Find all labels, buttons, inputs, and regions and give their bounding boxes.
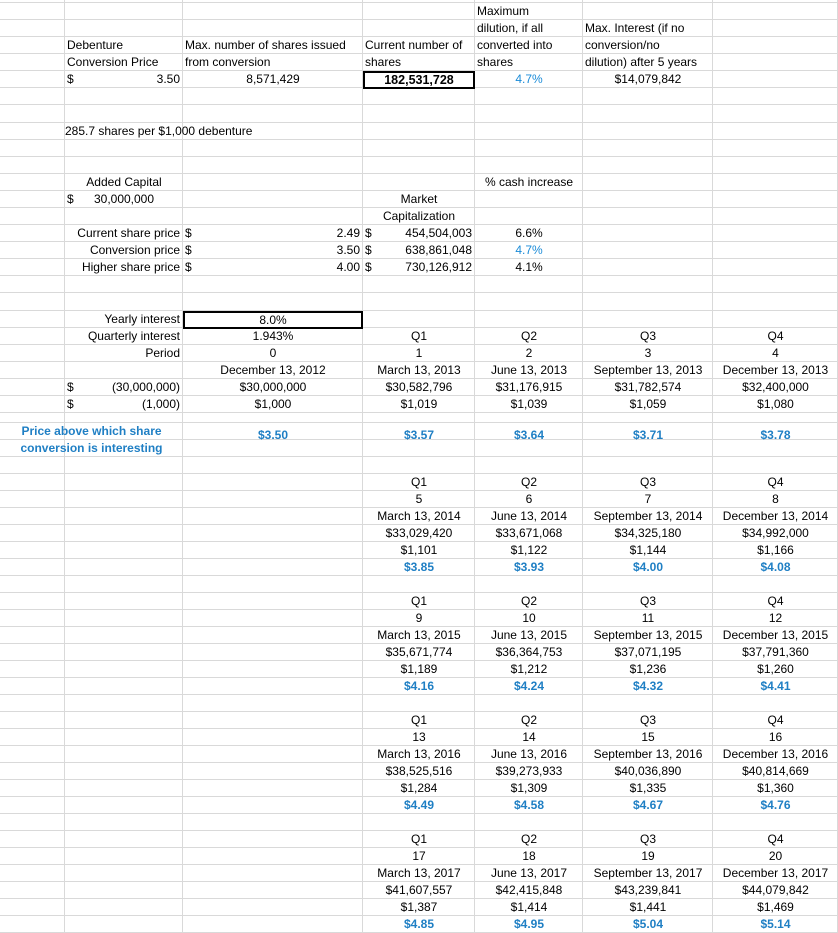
current-shares-value[interactable]: 182,531,728 <box>363 71 475 89</box>
quarter-date[interactable]: September 13, 2017 <box>593 866 703 880</box>
quarter-price[interactable]: $4.67 <box>632 798 664 812</box>
quarter-date[interactable]: March 13, 2013 <box>377 363 461 377</box>
quarter-unit[interactable]: $1,101 <box>400 543 438 557</box>
quarter-date[interactable]: March 13, 2015 <box>377 628 461 642</box>
quarter-unit[interactable]: $1,059 <box>629 397 667 411</box>
quarter-price[interactable]: $4.16 <box>403 679 435 693</box>
capital-row-price[interactable]: 2.49 <box>336 226 360 240</box>
quarter-unit[interactable]: $1,441 <box>629 900 667 914</box>
quarter-total[interactable]: $32,400,000 <box>742 380 809 394</box>
quarter-period[interactable]: 15 <box>641 730 655 744</box>
quarter-price[interactable]: $4.08 <box>760 560 791 574</box>
dilution-value[interactable]: 4.7% <box>515 72 543 86</box>
interest-label-2: conversion/no <box>585 38 660 52</box>
quarter-total[interactable]: $40,036,890 <box>614 764 682 778</box>
quarter-unit[interactable]: $1,039 <box>510 397 548 411</box>
quarter-date[interactable]: September 13, 2014 <box>593 509 703 523</box>
quarter-period[interactable]: 13 <box>412 730 426 744</box>
quarter-label: Q3 <box>639 329 656 343</box>
quarter-unit[interactable]: $1,335 <box>629 781 667 795</box>
interest-label-1: Max. Interest (if no <box>585 21 685 35</box>
quarter-label: Q3 <box>639 832 656 846</box>
capital-row-pct[interactable]: 4.1% <box>515 260 543 274</box>
quarter-period[interactable]: 7 <box>644 492 652 506</box>
quarter-price[interactable]: $4.85 <box>403 917 435 931</box>
quarter-date[interactable]: December 13, 2013 <box>722 363 829 377</box>
capital-row-label: Current share price <box>77 226 180 240</box>
quarter-total[interactable]: $40,814,669 <box>742 764 809 778</box>
quarter-date[interactable]: March 13, 2014 <box>377 509 461 523</box>
quarter-price[interactable]: $5.04 <box>632 917 664 931</box>
current-shares-label-2: shares <box>365 55 402 69</box>
quarter-total[interactable]: $35,671,774 <box>385 645 453 659</box>
dilution-label-4: shares <box>477 55 514 69</box>
market-cap-label-2: Capitalization <box>382 209 456 223</box>
quarter-total[interactable]: $36,364,753 <box>495 645 563 659</box>
quarter-unit[interactable]: $1,414 <box>510 900 548 914</box>
neg-unit[interactable]: (1,000) <box>141 397 180 411</box>
quarter-label: Q2 <box>520 713 537 727</box>
added-capital-dollar: $ <box>67 192 74 206</box>
quarter-price[interactable]: $4.49 <box>403 798 435 812</box>
quarter-unit[interactable]: $1,144 <box>629 543 667 557</box>
conv-price-dollar: $ <box>67 72 74 86</box>
quarter-label: Q1 <box>410 329 427 343</box>
conv-price-label-2: Conversion Price <box>67 55 159 69</box>
quarter-period[interactable]: 2 <box>525 346 533 360</box>
quarter-date[interactable]: December 13, 2016 <box>722 747 829 761</box>
quarter-total[interactable]: $34,992,000 <box>742 526 809 540</box>
quarter-total[interactable]: $37,791,360 <box>742 645 809 659</box>
quarter-price[interactable]: $4.58 <box>513 798 545 812</box>
quarter-period[interactable]: 6 <box>525 492 533 506</box>
quarter-price[interactable]: $3.93 <box>513 560 545 574</box>
quarter-period[interactable]: 17 <box>412 849 426 863</box>
quarter-total[interactable]: $43,239,841 <box>614 883 682 897</box>
quarter-total[interactable]: $37,071,195 <box>614 645 682 659</box>
quarter-label: Q2 <box>520 832 537 846</box>
dilution-label-1: Maximum <box>477 4 530 18</box>
quarter-total[interactable]: $31,782,574 <box>614 380 682 394</box>
neg-unit-dollar: $ <box>67 397 74 411</box>
quarter-date[interactable]: June 13, 2014 <box>490 509 568 523</box>
base-date[interactable]: December 13, 2012 <box>220 363 326 377</box>
base-total[interactable]: $30,000,000 <box>239 380 307 394</box>
base-period[interactable]: 0 <box>269 346 277 360</box>
quarter-label: Q2 <box>520 594 537 608</box>
quarter-label: Q3 <box>639 594 656 608</box>
quarter-period[interactable]: 16 <box>768 730 783 744</box>
added-capital-value[interactable]: 30,000,000 <box>93 192 155 206</box>
base-price[interactable]: $3.50 <box>257 428 289 442</box>
conv-price-value[interactable]: 3.50 <box>156 72 180 86</box>
dilution-label-3: converted into <box>477 38 553 52</box>
quarter-unit[interactable]: $1,080 <box>757 397 794 411</box>
quarter-period[interactable]: 20 <box>768 849 783 863</box>
quarter-label: Q3 <box>639 475 656 489</box>
quarter-price[interactable]: $4.76 <box>760 798 791 812</box>
quarter-label: Q4 <box>767 475 784 489</box>
quarter-period[interactable]: 4 <box>772 346 779 360</box>
capital-row-cap[interactable]: 454,504,003 <box>405 226 472 240</box>
capital-row-label: Conversion price <box>89 243 180 257</box>
quarter-date[interactable]: June 13, 2016 <box>490 747 568 761</box>
market-cap-label-1: Market <box>400 192 438 206</box>
quarter-date[interactable]: March 13, 2016 <box>377 747 461 761</box>
price-label-1: Price above which share <box>21 424 162 438</box>
max-shares-label-2: from conversion <box>185 55 271 69</box>
capital-row-pct[interactable]: 4.7% <box>515 243 543 257</box>
quarter-total[interactable]: $44,079,842 <box>742 883 809 897</box>
conv-price-label-1: Debenture <box>67 38 124 52</box>
capital-row-price[interactable]: 3.50 <box>336 243 360 257</box>
quarter-date[interactable]: June 13, 2017 <box>490 866 568 880</box>
max-shares-label-1: Max. number of shares issued <box>185 38 346 52</box>
quarter-unit[interactable]: $1,284 <box>400 781 438 795</box>
quarter-price[interactable]: $4.24 <box>513 679 545 693</box>
quarter-price[interactable]: $4.00 <box>632 560 664 574</box>
yearly-interest-value[interactable]: 8.0% <box>183 311 363 329</box>
quarter-unit[interactable]: $1,360 <box>757 781 794 795</box>
quarter-total[interactable]: $33,671,068 <box>495 526 563 540</box>
quarter-label: Q1 <box>410 594 427 608</box>
period-label: Period <box>145 346 180 360</box>
quarter-price[interactable]: $4.41 <box>760 679 791 693</box>
quarter-date[interactable]: December 13, 2015 <box>722 628 829 642</box>
quarter-total[interactable]: $33,029,420 <box>385 526 453 540</box>
quarter-period[interactable]: 5 <box>415 492 423 506</box>
quarter-total[interactable]: $42,415,848 <box>495 883 563 897</box>
quarter-label: Q2 <box>520 329 537 343</box>
interest-label-3: dilution) after 5 years <box>585 55 698 69</box>
quarter-total[interactable]: $39,273,933 <box>495 764 563 778</box>
quarter-period[interactable]: 8 <box>772 492 779 506</box>
quarter-date[interactable]: September 13, 2016 <box>593 747 703 761</box>
quarter-unit[interactable]: $1,166 <box>757 543 794 557</box>
quarter-period[interactable]: 11 <box>641 611 655 625</box>
quarter-price[interactable]: $3.57 <box>403 428 435 442</box>
quarter-label: Q1 <box>410 713 427 727</box>
quarter-period[interactable]: 18 <box>522 849 536 863</box>
capital-row-cap[interactable]: 638,861,048 <box>405 243 472 257</box>
quarter-period[interactable]: 9 <box>415 611 423 625</box>
quarter-date[interactable]: March 13, 2017 <box>377 866 461 880</box>
quarter-date[interactable]: September 13, 2015 <box>593 628 703 642</box>
quarter-price[interactable]: $3.64 <box>513 428 545 442</box>
current-shares-label-1: Current number of <box>365 38 463 52</box>
quarter-period[interactable]: 14 <box>522 730 536 744</box>
neg-total[interactable]: (30,000,000) <box>111 380 180 394</box>
capital-row-price-dollar: $ <box>185 226 192 240</box>
yearly-interest-label: Yearly interest <box>104 312 180 326</box>
quarter-price[interactable]: $3.85 <box>403 560 435 574</box>
capital-row-price-dollar: $ <box>185 243 192 257</box>
quarter-label: Q4 <box>767 713 784 727</box>
quarter-total[interactable]: $31,176,915 <box>495 380 563 394</box>
quarter-total[interactable]: $34,325,180 <box>614 526 682 540</box>
quarter-price[interactable]: $4.32 <box>632 679 664 693</box>
quarter-label: Q1 <box>410 475 427 489</box>
quarter-date[interactable]: June 13, 2015 <box>490 628 568 642</box>
quarter-total[interactable]: $41,607,557 <box>385 883 453 897</box>
quarter-unit[interactable]: $1,019 <box>400 397 438 411</box>
price-label-2: conversion is interesting <box>20 441 163 455</box>
quarter-unit[interactable]: $1,212 <box>510 662 548 676</box>
quarter-total[interactable]: $38,525,516 <box>385 764 453 778</box>
quarter-unit[interactable]: $1,309 <box>510 781 548 795</box>
quarter-label: Q3 <box>639 713 656 727</box>
quarter-date[interactable]: December 13, 2017 <box>722 866 829 880</box>
interest-value[interactable]: $14,079,842 <box>614 72 682 86</box>
capital-row-price-dollar: $ <box>185 260 192 274</box>
quarter-label: Q4 <box>767 594 784 608</box>
quarter-total[interactable]: $30,582,796 <box>385 380 453 394</box>
quarter-price[interactable]: $4.95 <box>513 917 545 931</box>
quarterly-interest-value[interactable]: 1.943% <box>252 329 294 343</box>
quarter-unit[interactable]: $1,122 <box>510 543 548 557</box>
quarter-unit[interactable]: $1,189 <box>400 662 438 676</box>
cash-increase-label: % cash increase <box>484 175 574 189</box>
base-unit[interactable]: $1,000 <box>254 397 292 411</box>
capital-row-cap-dollar: $ <box>365 260 372 274</box>
quarter-date[interactable]: September 13, 2013 <box>593 363 703 377</box>
capital-row-cap[interactable]: 730,126,912 <box>405 260 472 274</box>
quarter-period[interactable]: 1 <box>415 346 423 360</box>
quarter-price[interactable]: $3.71 <box>632 428 664 442</box>
neg-total-dollar: $ <box>67 380 74 394</box>
quarter-price[interactable]: $5.14 <box>760 917 791 931</box>
quarter-period[interactable]: 3 <box>644 346 652 360</box>
quarter-unit[interactable]: $1,236 <box>629 662 667 676</box>
quarter-unit[interactable]: $1,387 <box>400 900 438 914</box>
quarter-date[interactable]: December 13, 2014 <box>722 509 829 523</box>
shares-per-debenture: 285.7 shares per $1,000 debenture <box>65 124 253 138</box>
quarter-date[interactable]: June 13, 2013 <box>490 363 568 377</box>
capital-row-cap-dollar: $ <box>365 226 372 240</box>
quarter-period[interactable]: 10 <box>522 611 536 625</box>
quarter-label: Q1 <box>410 832 427 846</box>
quarter-unit[interactable]: $1,260 <box>757 662 794 676</box>
dilution-label-2: dilution, if all <box>477 21 544 35</box>
quarter-label: Q4 <box>767 329 784 343</box>
quarter-unit[interactable]: $1,469 <box>757 900 794 914</box>
capital-row-price[interactable]: 4.00 <box>336 260 360 274</box>
quarter-period[interactable]: 12 <box>768 611 783 625</box>
quarter-label: Q4 <box>767 832 784 846</box>
quarter-price[interactable]: $3.78 <box>760 428 791 442</box>
capital-row-cap-dollar: $ <box>365 243 372 257</box>
quarterly-interest-label: Quarterly interest <box>87 329 180 343</box>
capital-row-pct[interactable]: 6.6% <box>515 226 543 240</box>
added-capital-label: Added Capital <box>86 175 162 189</box>
max-shares-value[interactable]: 8,571,429 <box>246 72 300 86</box>
quarter-period[interactable]: 19 <box>641 849 655 863</box>
capital-row-label: Higher share price <box>81 260 180 274</box>
quarter-label: Q2 <box>520 475 537 489</box>
